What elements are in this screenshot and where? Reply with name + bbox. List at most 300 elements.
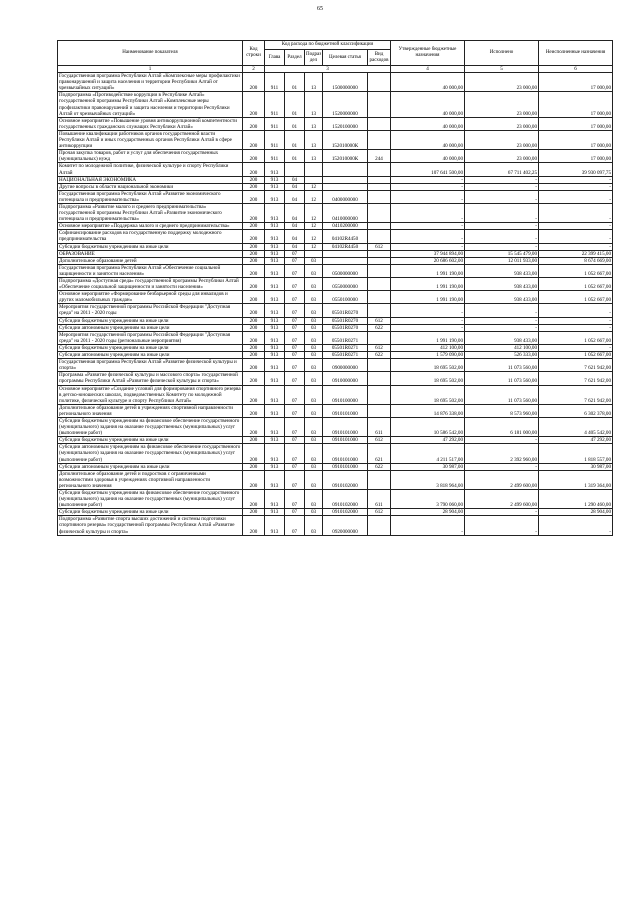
cell-glava: 913 xyxy=(265,417,285,436)
cell-executed: - xyxy=(465,317,539,324)
cell-type xyxy=(368,92,391,117)
cell-target xyxy=(323,250,368,257)
cell-code: 200 xyxy=(243,331,265,344)
cell-executed: 23 000,00 xyxy=(465,130,539,149)
cell-name: Основное мероприятие «Формирование безбарьерной среды для инвалидов и других маломобильных граждан» xyxy=(58,291,243,304)
cell-unexecuted: - xyxy=(539,243,613,250)
cell-approved: - xyxy=(391,203,465,222)
col-num: 3 xyxy=(265,66,391,73)
header-unexecuted: Неисполненные назначения xyxy=(539,41,613,66)
cell-code: 200 xyxy=(243,117,265,130)
cell-executed: - xyxy=(465,203,539,222)
cell-razdel: 01 xyxy=(285,73,305,92)
cell-code: 200 xyxy=(243,264,265,277)
cell-podrazdel: 13 xyxy=(305,117,323,130)
cell-name: Субсидии бюджетным учреждениям на иные цели xyxy=(58,509,243,516)
cell-name: Субсидии бюджетным учреждениям на иные цели xyxy=(58,344,243,351)
table-header xyxy=(58,41,613,73)
cell-type xyxy=(368,331,391,344)
cell-name: Дополнительное образование детей и подростков с ограниченными возможностями здоровья в учреждениях спортивной направленности регионального значения xyxy=(58,470,243,489)
cell-podrazdel: 03 xyxy=(305,304,323,317)
cell-podrazdel: 12 xyxy=(305,243,323,250)
cell-target: 0910100000 xyxy=(323,385,368,404)
cell-approved: 107 641 500,00 xyxy=(391,163,465,176)
cell-type: 611 xyxy=(368,417,391,436)
cell-executed: 23 000,00 xyxy=(465,92,539,117)
cell-name: Дополнительное образование детей в учреждениях спортивной направленности регионального значения xyxy=(58,404,243,417)
cell-unexecuted: 39 930 097,75 xyxy=(539,163,613,176)
cell-executed: 23 000,00 xyxy=(465,150,539,163)
cell-code: 200 xyxy=(243,150,265,163)
cell-type: 622 xyxy=(368,324,391,331)
cell-code: 200 xyxy=(243,470,265,489)
table-row xyxy=(58,73,613,92)
cell-glava: 911 xyxy=(265,117,285,130)
cell-executed: - xyxy=(465,509,539,516)
cell-code: 200 xyxy=(243,444,265,463)
cell-podrazdel: 03 xyxy=(305,257,323,264)
cell-glava: 913 xyxy=(265,324,285,331)
cell-razdel: 04 xyxy=(285,190,305,203)
cell-approved: 40 000,00 xyxy=(391,150,465,163)
cell-code: 200 xyxy=(243,417,265,436)
cell-target: 04102R4450 xyxy=(323,230,368,243)
cell-type: 621 xyxy=(368,444,391,463)
cell-executed: - xyxy=(465,463,539,470)
cell-approved: - xyxy=(391,317,465,324)
cell-target: 0910101000 xyxy=(323,437,368,444)
cell-razdel: 07 xyxy=(285,509,305,516)
cell-type: 622 xyxy=(368,463,391,470)
cell-glava: 913 xyxy=(265,404,285,417)
header-razdel: Раздел xyxy=(285,50,305,66)
cell-type xyxy=(368,223,391,230)
cell-approved: - xyxy=(391,223,465,230)
cell-glava: 911 xyxy=(265,92,285,117)
cell-glava: 913 xyxy=(265,230,285,243)
cell-approved: 20 686 602,00 xyxy=(391,257,465,264)
cell-razdel: 07 xyxy=(285,278,305,291)
table-row xyxy=(58,92,613,117)
cell-glava: 913 xyxy=(265,291,285,304)
cell-glava: 913 xyxy=(265,176,285,183)
cell-name: Государственная программа Республики Алтай «Развитие экономического потенциала и предпринимательства» xyxy=(58,190,243,203)
cell-name: Мероприятия государственной программы Российской Федерации "Доступная среда" на 2011 - 2020 годы xyxy=(58,304,243,317)
header-podrazdel: Подраз дел xyxy=(305,50,323,66)
cell-razdel: 07 xyxy=(285,264,305,277)
cell-target: 05501R0270 xyxy=(323,317,368,324)
cell-approved: 412 100,00 xyxy=(391,344,465,351)
cell-approved: 37 944 894,00 xyxy=(391,250,465,257)
cell-executed: 2 499 600,00 xyxy=(465,490,539,509)
cell-type xyxy=(368,404,391,417)
cell-unexecuted: 1 052 667,00 xyxy=(539,264,613,277)
cell-approved: 18 695 502,00 xyxy=(391,372,465,385)
cell-code: 200 xyxy=(243,304,265,317)
cell-glava: 913 xyxy=(265,250,285,257)
cell-executed: 23 000,00 xyxy=(465,73,539,92)
cell-razdel: 01 xyxy=(285,117,305,130)
table-row xyxy=(58,509,613,516)
page-number: 65 xyxy=(317,6,323,12)
cell-razdel: 04 xyxy=(285,203,305,222)
cell-target: 0920000000 xyxy=(323,516,368,535)
table-row xyxy=(58,317,613,324)
cell-code: 200 xyxy=(243,344,265,351)
cell-name: Подпрограмма «Доступная среда» государственной программы Республики Алтай «Обеспечение социальной защищенности и занятости населения» xyxy=(58,278,243,291)
cell-type xyxy=(368,359,391,372)
cell-unexecuted: 17 000,00 xyxy=(539,92,613,117)
cell-razdel: 07 xyxy=(285,516,305,535)
cell-target: 05501R0271 xyxy=(323,352,368,359)
cell-type xyxy=(368,291,391,304)
col-num: 5 xyxy=(465,66,539,73)
cell-target: 0550000000 xyxy=(323,278,368,291)
cell-razdel: 07 xyxy=(285,372,305,385)
table-row xyxy=(58,490,613,509)
cell-type: 244 xyxy=(368,150,391,163)
cell-podrazdel: 03 xyxy=(305,317,323,324)
cell-razdel: 07 xyxy=(285,490,305,509)
cell-razdel: 07 xyxy=(285,250,305,257)
cell-unexecuted: 30 987,00 xyxy=(539,463,613,470)
header-executed: Исполнено xyxy=(465,41,539,66)
cell-target: 152010000К xyxy=(323,150,368,163)
cell-code: 200 xyxy=(243,278,265,291)
cell-code: 200 xyxy=(243,509,265,516)
cell-unexecuted: 4 405 542,00 xyxy=(539,417,613,436)
table-row xyxy=(58,324,613,331)
cell-name: Субсидии бюджетным учреждениям на иные цели xyxy=(58,243,243,250)
cell-unexecuted: - xyxy=(539,230,613,243)
cell-type: 612 xyxy=(368,243,391,250)
cell-type xyxy=(368,163,391,176)
cell-type xyxy=(368,250,391,257)
cell-unexecuted: 47 292,00 xyxy=(539,437,613,444)
cell-target: 152010000К xyxy=(323,130,368,149)
cell-podrazdel: 03 xyxy=(305,470,323,489)
cell-type xyxy=(368,304,391,317)
cell-podrazdel: 03 xyxy=(305,463,323,470)
cell-approved: 4 211 517,00 xyxy=(391,444,465,463)
cell-code: 200 xyxy=(243,324,265,331)
cell-target: 0500000000 xyxy=(323,264,368,277)
cell-name: Программа «Развитие физической культуры и массового спорта» государственной программы Республики Алтай «Развитие физической культуры и спорта» xyxy=(58,372,243,385)
cell-unexecuted: - xyxy=(539,183,613,190)
cell-podrazdel: 03 xyxy=(305,291,323,304)
cell-glava: 913 xyxy=(265,331,285,344)
table-row xyxy=(58,304,613,317)
cell-target xyxy=(323,183,368,190)
cell-unexecuted: 6 302 378,00 xyxy=(539,404,613,417)
cell-type: 612 xyxy=(368,344,391,351)
cell-approved: 30 987,00 xyxy=(391,463,465,470)
cell-executed: - xyxy=(465,243,539,250)
cell-executed: - xyxy=(465,223,539,230)
cell-podrazdel: 03 xyxy=(305,264,323,277)
cell-approved: 28 904,00 xyxy=(391,509,465,516)
cell-executed: - xyxy=(465,324,539,331)
cell-razdel: 07 xyxy=(285,304,305,317)
table-row xyxy=(58,437,613,444)
cell-razdel: 07 xyxy=(285,324,305,331)
cell-unexecuted: 22 399 415,00 xyxy=(539,250,613,257)
cell-executed: - xyxy=(465,516,539,535)
cell-razdel: 07 xyxy=(285,352,305,359)
cell-target: 0910000000 xyxy=(323,372,368,385)
cell-executed: - xyxy=(465,437,539,444)
cell-razdel: 04 xyxy=(285,183,305,190)
cell-unexecuted: - xyxy=(539,223,613,230)
cell-glava: 913 xyxy=(265,257,285,264)
cell-glava: 913 xyxy=(265,509,285,516)
cell-approved: 40 000,00 xyxy=(391,130,465,149)
cell-unexecuted: 17 000,00 xyxy=(539,117,613,130)
cell-code: 200 xyxy=(243,230,265,243)
cell-target: 05501R0270 xyxy=(323,304,368,317)
table-row xyxy=(58,470,613,489)
cell-razdel: 07 xyxy=(285,470,305,489)
cell-unexecuted: - xyxy=(539,176,613,183)
cell-approved: 1 991 190,00 xyxy=(391,291,465,304)
table-row xyxy=(58,257,613,264)
cell-glava: 913 xyxy=(265,163,285,176)
cell-unexecuted: 1 818 557,00 xyxy=(539,444,613,463)
cell-executed: 938 433,00 xyxy=(465,264,539,277)
cell-code: 200 xyxy=(243,203,265,222)
cell-name: Повышение квалификации работников органов государственной власти Республики Алтай и иных государственных органов Республики Алтай в сфере антикоррупции xyxy=(58,130,243,149)
table-row xyxy=(58,176,613,183)
cell-executed: - xyxy=(465,176,539,183)
cell-razdel: 01 xyxy=(285,92,305,117)
cell-code: 200 xyxy=(243,92,265,117)
cell-name: НАЦИОНАЛЬНАЯ ЭКОНОМИКА xyxy=(58,176,243,183)
cell-code: 200 xyxy=(243,463,265,470)
cell-approved: 14 876 338,00 xyxy=(391,404,465,417)
cell-name: Субсидии автономным учреждениям на финансовое обеспечение государственного (муниципального) задания на оказание государственных (муниципальных) услуг (выполнение работ) xyxy=(58,444,243,463)
cell-razdel: 01 xyxy=(285,130,305,149)
cell-executed: 12 011 933,00 xyxy=(465,257,539,264)
cell-target: 0910101000 xyxy=(323,417,368,436)
table-row xyxy=(58,344,613,351)
cell-podrazdel: 03 xyxy=(305,509,323,516)
cell-razdel: 07 xyxy=(285,359,305,372)
cell-razdel: 07 xyxy=(285,444,305,463)
cell-type: 612 xyxy=(368,509,391,516)
cell-name: Основное мероприятие «Поддержка малого и среднего предпринимательства» xyxy=(58,223,243,230)
cell-razdel: 07 xyxy=(285,417,305,436)
cell-target: 0910101000 xyxy=(323,404,368,417)
cell-type: 611 xyxy=(368,490,391,509)
cell-type xyxy=(368,203,391,222)
cell-razdel: 07 xyxy=(285,331,305,344)
cell-executed: 23 000,00 xyxy=(465,117,539,130)
cell-name: Субсидии бюджетным учреждениям на иные цели xyxy=(58,437,243,444)
cell-executed: 2 499 600,00 xyxy=(465,470,539,489)
cell-approved: 40 000,00 xyxy=(391,73,465,92)
cell-razdel: 04 xyxy=(285,230,305,243)
cell-code: 200 xyxy=(243,372,265,385)
cell-target xyxy=(323,176,368,183)
table-row xyxy=(58,352,613,359)
cell-type xyxy=(368,130,391,149)
cell-unexecuted: - xyxy=(539,344,613,351)
cell-approved: 3 818 964,00 xyxy=(391,470,465,489)
budget-table xyxy=(57,40,613,536)
cell-approved: 40 000,00 xyxy=(391,117,465,130)
cell-podrazdel: 03 xyxy=(305,324,323,331)
cell-executed: 11 073 560,00 xyxy=(465,385,539,404)
cell-name: Субсидии автономным учреждениям на иные цели xyxy=(58,463,243,470)
cell-glava: 913 xyxy=(265,183,285,190)
cell-code: 200 xyxy=(243,183,265,190)
col-num: 6 xyxy=(539,66,613,73)
cell-glava: 913 xyxy=(265,264,285,277)
cell-razdel: 07 xyxy=(285,317,305,324)
cell-podrazdel xyxy=(305,250,323,257)
table-row xyxy=(58,359,613,372)
cell-target: 05501R0271 xyxy=(323,344,368,351)
cell-executed: - xyxy=(465,304,539,317)
cell-glava: 913 xyxy=(265,278,285,291)
cell-podrazdel xyxy=(305,176,323,183)
cell-name: Основное мероприятие «Повышение уровня антикоррупционной компетентности государственных гражданских служащих Республики Алтай» xyxy=(58,117,243,130)
cell-podrazdel: 03 xyxy=(305,344,323,351)
cell-target: 0410200000 xyxy=(323,223,368,230)
cell-name: Субсидии бюджетным учреждениям на финансовое обеспечение государственного (муниципального) задания на оказание государственных (муниципальных) услуг (выполнение работ) xyxy=(58,417,243,436)
cell-target: 0550100000 xyxy=(323,291,368,304)
cell-name: Дополнительное образование детей xyxy=(58,257,243,264)
cell-podrazdel: 03 xyxy=(305,437,323,444)
cell-podrazdel: 13 xyxy=(305,130,323,149)
cell-razdel: 07 xyxy=(285,437,305,444)
cell-name: Субсидии бюджетным учреждениям на иные цели xyxy=(58,317,243,324)
cell-code: 200 xyxy=(243,257,265,264)
cell-executed: 938 433,00 xyxy=(465,291,539,304)
cell-executed: 11 073 560,00 xyxy=(465,372,539,385)
cell-code: 200 xyxy=(243,317,265,324)
cell-target xyxy=(323,257,368,264)
cell-razdel: 07 xyxy=(285,385,305,404)
table-row xyxy=(58,183,613,190)
cell-target: 0910102000 xyxy=(323,490,368,509)
cell-executed: 67 711 402,25 xyxy=(465,163,539,176)
cell-approved: 1 991 190,00 xyxy=(391,331,465,344)
cell-type xyxy=(368,117,391,130)
table-row xyxy=(58,243,613,250)
cell-unexecuted: 1 319 364,00 xyxy=(539,470,613,489)
table-row xyxy=(58,417,613,436)
cell-name: Подпрограмма «Противодействие коррупции в Республике Алтай» государственной программы Республики Алтай «Комплексные меры профилактики правонарушений и защита населения и территории Республики Алтай от чрезвычайных ситуаций» xyxy=(58,92,243,117)
cell-type xyxy=(368,264,391,277)
cell-type xyxy=(368,183,391,190)
cell-razdel: 07 xyxy=(285,463,305,470)
cell-target: 1520000000 xyxy=(323,92,368,117)
cell-name: Государственная программа Республики Алтай «Обеспечение социальной защищенности и занятости населения» xyxy=(58,264,243,277)
cell-executed: - xyxy=(465,190,539,203)
cell-glava: 913 xyxy=(265,190,285,203)
cell-type xyxy=(368,385,391,404)
table-body xyxy=(58,73,613,536)
cell-name: Прочая закупка товаров, работ и услуг для обеспечения государственных (муниципальных) нужд xyxy=(58,150,243,163)
table-row xyxy=(58,117,613,130)
cell-unexecuted: - xyxy=(539,317,613,324)
table-row xyxy=(58,203,613,222)
cell-type xyxy=(368,278,391,291)
table-row xyxy=(58,278,613,291)
cell-name: Государственная программа Республики Алтай «Развитие физической культуры и спорта» xyxy=(58,359,243,372)
cell-razdel: 01 xyxy=(285,150,305,163)
cell-razdel: 04 xyxy=(285,243,305,250)
cell-podrazdel: 03 xyxy=(305,278,323,291)
table-row xyxy=(58,130,613,149)
cell-code: 200 xyxy=(243,490,265,509)
cell-target: 0400000000 xyxy=(323,190,368,203)
cell-name: Субсидии автономным учреждениям на иные цели xyxy=(58,352,243,359)
cell-executed: 8 573 960,00 xyxy=(465,404,539,417)
cell-podrazdel: 03 xyxy=(305,516,323,535)
cell-unexecuted: 1 052 667,00 xyxy=(539,352,613,359)
cell-podrazdel: 12 xyxy=(305,190,323,203)
cell-code: 200 xyxy=(243,176,265,183)
cell-glava: 911 xyxy=(265,130,285,149)
cell-target xyxy=(323,163,368,176)
cell-approved: - xyxy=(391,230,465,243)
cell-unexecuted: 1 290 460,00 xyxy=(539,490,613,509)
cell-target: 04102R4450 xyxy=(323,243,368,250)
cell-glava: 913 xyxy=(265,223,285,230)
cell-type xyxy=(368,372,391,385)
cell-code: 200 xyxy=(243,352,265,359)
cell-approved: 18 695 502,00 xyxy=(391,359,465,372)
cell-name: Государственная программа Республики Алтай «Комплексные меры профилактики правонарушений и защита населения и территории Республики Алтай от чрезвычайных ситуаций» xyxy=(58,73,243,92)
cell-podrazdel: 12 xyxy=(305,230,323,243)
cell-type xyxy=(368,257,391,264)
cell-glava: 913 xyxy=(265,463,285,470)
cell-name: Другие вопросы в области национальной экономики xyxy=(58,183,243,190)
cell-name: Комитет по молодежной политике, физической культуре и спорту Республики Алтай xyxy=(58,163,243,176)
cell-glava: 913 xyxy=(265,490,285,509)
cell-name: ОБРАЗОВАНИЕ xyxy=(58,250,243,257)
cell-podrazdel: 03 xyxy=(305,331,323,344)
cell-name: Подпрограмма «Развитие малого и среднего предпринимательства» государственной программы Республики Алтай «Развитие экономического потенциала и предпринимательства» xyxy=(58,203,243,222)
cell-glava: 913 xyxy=(265,372,285,385)
column-number-row xyxy=(58,66,613,73)
cell-unexecuted: - xyxy=(539,190,613,203)
cell-code: 200 xyxy=(243,163,265,176)
header-approved: Утвержденные бюджетные назначения xyxy=(391,41,465,66)
cell-approved: 40 000,00 xyxy=(391,92,465,117)
cell-approved: - xyxy=(391,516,465,535)
col-num: 2 xyxy=(243,66,265,73)
cell-podrazdel: 13 xyxy=(305,150,323,163)
cell-glava: 913 xyxy=(265,344,285,351)
cell-target: 1500000000 xyxy=(323,73,368,92)
cell-type xyxy=(368,73,391,92)
cell-unexecuted: 17 000,00 xyxy=(539,150,613,163)
cell-executed: 938 433,00 xyxy=(465,278,539,291)
cell-unexecuted: 7 621 942,00 xyxy=(539,372,613,385)
cell-unexecuted: 1 052 667,00 xyxy=(539,291,613,304)
cell-podrazdel: 03 xyxy=(305,372,323,385)
cell-unexecuted: 1 052 667,00 xyxy=(539,331,613,344)
cell-unexecuted: 17 000,00 xyxy=(539,73,613,92)
cell-unexecuted: - xyxy=(539,304,613,317)
cell-name: Подпрограмма «Развитие спорта высших достижений и системы подготовки спортивного резерва» государственной программы Республики Алтай «Развитие физической культуры и спорта» xyxy=(58,516,243,535)
cell-name: Основное мероприятие «Создание условий для формирования спортивного резерва в детско-юношеских школах, подведомственных Комитету по молодежной политике, физической культуре и спорту Республики Алтай» xyxy=(59,385,241,404)
cell-target: 0910102000 xyxy=(323,509,368,516)
cell-razdel: 07 xyxy=(285,404,305,417)
